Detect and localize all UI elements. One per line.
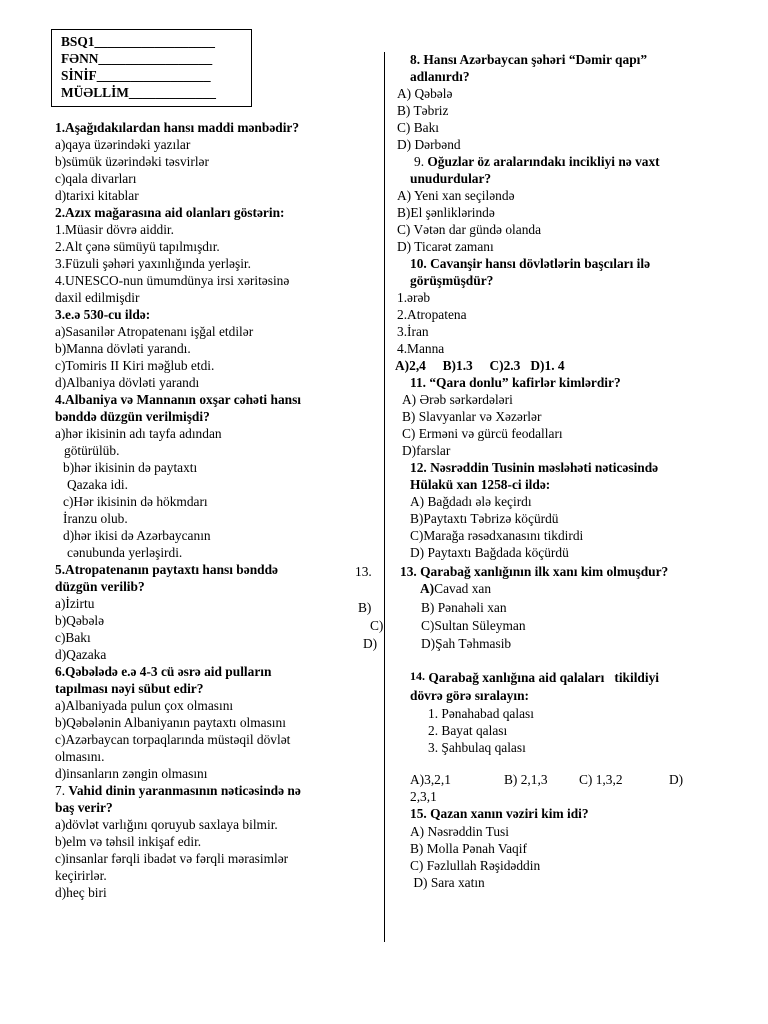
question-13-stray-d: D) bbox=[363, 636, 378, 651]
question-7-option-c[interactable]: c)insanlar fərqli ibadət və fərqli mərasimlər bbox=[55, 851, 289, 866]
question-5-option-c[interactable]: c)Bakı bbox=[55, 630, 91, 645]
question-5-option-b[interactable]: b)Qəbələ bbox=[55, 613, 105, 628]
question-10-option-4[interactable]: 4.Manna bbox=[397, 341, 445, 356]
question-14-title bbox=[410, 670, 659, 687]
question-6-option-c-cont: olmasını. bbox=[55, 749, 105, 764]
question-13-title: 13. Qarabağ xanlığının ilk xanı kim olmuşdur? bbox=[400, 564, 669, 579]
question-2-option-3[interactable]: 3.Füzuli şəhəri yaxınlığında yerləşir. bbox=[55, 256, 251, 271]
question-14-number: 14. bbox=[410, 669, 425, 683]
question-15-number: 15. bbox=[410, 806, 427, 821]
question-4-title: 4.Albaniya və Mannanın oxşar cəhəti hansı bbox=[55, 392, 302, 407]
question-4-title-cont: bənddə düzgün verilmişdi? bbox=[55, 409, 210, 424]
question-13-stray-number: 13. bbox=[355, 564, 372, 579]
question-7-option-b[interactable]: b)elm və təhsil inkişaf edir. bbox=[55, 834, 202, 849]
question-9-option-d[interactable]: D) Ticarət zamanı bbox=[397, 239, 494, 254]
question-4-option-c[interactable]: c)Hər ikisinin də hökmdarı bbox=[63, 494, 208, 509]
question-9-title-text: Oğuzlar öz aralarındakı incikliyi nə vaxt bbox=[427, 154, 660, 169]
question-15-option-d[interactable]: D) Sara xatın bbox=[410, 875, 485, 890]
question-13-option-b[interactable]: B) Pənahəli xan bbox=[421, 600, 507, 615]
question-15-title-text: Qazan xanın vəziri kim idi? bbox=[426, 806, 589, 821]
question-10-title-cont: görüşmüşdür? bbox=[410, 273, 494, 288]
question-2-option-4[interactable]: 4.UNESCO-nun ümumdünya irsi xəritəsinə bbox=[55, 273, 290, 288]
question-9-option-a[interactable]: A) Yeni xan seçiləndə bbox=[397, 188, 515, 203]
question-14-option-b[interactable]: B) 2,1,3 bbox=[504, 772, 548, 787]
question-13-option-c[interactable]: C)Sultan Süleyman bbox=[421, 618, 526, 633]
question-10-title: 10. Cavanşir hansı dövlətlərin başcıları ilə bbox=[410, 256, 651, 271]
question-10-option-2[interactable]: 2.Atropatena bbox=[397, 307, 467, 322]
question-14-option-a[interactable]: A)3,2,1 bbox=[410, 772, 451, 787]
question-1-title: 1.Aşağıdakılardan hansı maddi mənbədir? bbox=[55, 120, 300, 135]
question-11-option-a[interactable]: A) Ərəb sərkərdələri bbox=[402, 392, 513, 407]
question-6-option-a[interactable]: a)Albaniyada pulun çox olmasını bbox=[55, 698, 234, 713]
header-bsq-field[interactable]: BSQ1__________________ bbox=[61, 34, 216, 49]
question-10-answer-choices[interactable]: A)2,4 B)1.3 C)2.3 D)1. 4 bbox=[395, 358, 565, 373]
question-12-option-b[interactable]: B)Paytaxtı Təbrizə köçürdü bbox=[410, 511, 559, 526]
question-1-option-b[interactable]: b)sümük üzərindəki təsvirlər bbox=[55, 154, 209, 169]
header-class-field[interactable]: SİNİF_________________ bbox=[61, 68, 211, 83]
question-1-option-d[interactable]: d)tarixi kitablar bbox=[55, 188, 139, 203]
question-8-option-c[interactable]: C) Bakı bbox=[397, 120, 440, 135]
question-9-option-c[interactable]: C) Vətən dar gündə olanda bbox=[397, 222, 542, 237]
question-6-option-c[interactable]: c)Azərbaycan torpaqlarında müstəqil dövlət bbox=[55, 732, 291, 747]
question-13-stray-b: B) bbox=[358, 600, 372, 615]
question-3-title: 3.e.ə 530-cu ildə: bbox=[55, 307, 151, 322]
question-14-item-3: 3. Şahbulaq qalası bbox=[428, 740, 526, 755]
question-2-option-4-cont: daxil edilmişdir bbox=[55, 290, 140, 305]
question-5-option-d[interactable]: d)Qazaka bbox=[55, 647, 107, 662]
question-14-option-c[interactable]: C) 1,3,2 bbox=[579, 772, 623, 787]
question-11-option-c[interactable]: C) Ermәni və gürcü feodalları bbox=[402, 426, 563, 441]
question-14-item-1: 1. Pənahabad qalası bbox=[428, 706, 534, 721]
question-4-option-c-cont: İranzu olub. bbox=[63, 511, 128, 526]
question-1-option-a[interactable]: a)qaya üzərindəki yazılar bbox=[55, 137, 191, 152]
question-11-option-b[interactable]: B) Slavyanlar və Xəzərlər bbox=[402, 409, 542, 424]
question-7-option-d[interactable]: d)heç biri bbox=[55, 885, 107, 900]
question-8-option-d[interactable]: D) Dərbənd bbox=[397, 137, 461, 152]
question-5-title: 5.Atropatenanın paytaxtı hansı bənddə bbox=[55, 562, 278, 577]
question-13-option-a[interactable] bbox=[420, 581, 491, 598]
question-5-option-a[interactable]: a)İzirtu bbox=[55, 596, 95, 611]
question-9-number: 9. bbox=[414, 154, 428, 169]
question-15-option-a[interactable]: A) Nəsrəddin Tusi bbox=[410, 824, 509, 839]
question-9-title bbox=[414, 154, 660, 171]
question-3-option-b[interactable]: b)Manna dövləti yarandı. bbox=[55, 341, 191, 356]
question-3-option-a[interactable]: a)Sasanilər Atropatenanı işğal etdilər bbox=[55, 324, 254, 339]
question-9-title-cont: unudurdular? bbox=[410, 171, 492, 186]
question-7-title-text: Vahid dinin yaranmasının nəticəsində nə bbox=[68, 783, 301, 798]
question-7-option-c-cont: keçirirlər. bbox=[55, 868, 107, 883]
question-7-title bbox=[55, 783, 301, 800]
question-13-option-d[interactable]: D)Şah Təhmasib bbox=[421, 636, 512, 651]
question-15-title bbox=[410, 806, 589, 823]
header-teacher-field[interactable]: MÜƏLLİM_____________ bbox=[61, 85, 216, 100]
question-15-option-c[interactable]: C) Fəzlullah Rəşidəddin bbox=[410, 858, 541, 873]
question-4-option-a[interactable]: a)hər ikisinin adı tayfa adından bbox=[55, 426, 222, 441]
question-14-title-text: Qarabağ xanlığına aid qalaları tikildiyi bbox=[425, 670, 660, 685]
question-4-option-d[interactable]: d)hər ikisi də Azərbaycanın bbox=[63, 528, 211, 543]
question-8-option-b[interactable]: B) Təbriz bbox=[397, 103, 449, 118]
question-8-title-cont: adlanırdı? bbox=[410, 69, 470, 84]
header-subject-field[interactable]: FƏNN_________________ bbox=[61, 51, 213, 66]
question-12-option-a[interactable]: A) Bağdadı ələ keçirdı bbox=[410, 494, 532, 509]
question-9-option-b[interactable]: B)El şənliklərində bbox=[397, 205, 495, 220]
question-13-option-a-text: Cavad xan bbox=[434, 581, 492, 596]
question-8-option-a[interactable]: A) Qəbələ bbox=[397, 86, 453, 101]
question-12-option-c[interactable]: C)Marağa rəsədxanasını tikdirdi bbox=[410, 528, 584, 543]
question-10-option-3[interactable]: 3.İran bbox=[397, 324, 429, 339]
question-12-option-d[interactable]: D) Paytaxtı Bağdada köçürdü bbox=[410, 545, 569, 560]
question-12-title-cont: Hülakü xan 1258-ci ildə: bbox=[410, 477, 551, 492]
question-6-option-d[interactable]: d)insanların zəngin olmasını bbox=[55, 766, 208, 781]
question-11-title: 11. “Qara donlu” kafirlər kimlərdir? bbox=[410, 375, 621, 390]
question-4-option-b-cont: Qazaka idi. bbox=[67, 477, 128, 492]
question-6-title-cont: tapılması nəyi sübut edir? bbox=[55, 681, 204, 696]
question-5-title-cont: düzgün verilib? bbox=[55, 579, 145, 594]
question-8-title: 8. Hansı Azərbaycan şəhəri “Dəmir qapı” bbox=[410, 52, 648, 67]
question-1-option-c[interactable]: c)qala divarları bbox=[55, 171, 137, 186]
question-7-title-cont: baş verir? bbox=[55, 800, 113, 815]
question-14-item-2: 2. Bayat qalası bbox=[428, 723, 508, 738]
question-7-option-a[interactable]: a)dövlət varlığını qoruyub saxlaya bilmir. bbox=[55, 817, 278, 832]
question-3-option-d[interactable]: d)Albaniya dövləti yarandı bbox=[55, 375, 200, 390]
column-divider bbox=[384, 52, 385, 942]
question-4-option-d-cont: cənubunda yerləşirdi. bbox=[67, 545, 183, 560]
header-box bbox=[51, 29, 252, 107]
question-3-option-c[interactable]: c)Tomiris II Kiri məğlub etdi. bbox=[55, 358, 215, 373]
question-4-option-b[interactable]: b)hər ikisinin də paytaxtı bbox=[63, 460, 198, 475]
question-12-title: 12. Nəsrəddin Tusinin məsləhəti nəticəsində bbox=[410, 460, 659, 475]
question-11-option-d[interactable]: D)farslar bbox=[402, 443, 451, 458]
question-2-option-2[interactable]: 2.Alt çənə sümüyü tapılmışdır. bbox=[55, 239, 220, 254]
question-15-option-b[interactable]: B) Molla Pənah Vaqif bbox=[410, 841, 527, 856]
question-13-stray-c: C) bbox=[370, 618, 384, 633]
question-14-option-d-cont: 2,3,1 bbox=[410, 789, 437, 804]
question-14-option-d[interactable]: D) bbox=[669, 772, 684, 787]
question-7-number: 7. bbox=[55, 783, 69, 798]
question-14-title-cont: dövrə görə sıralayın: bbox=[410, 688, 530, 703]
question-4-option-a-cont: götürülüb. bbox=[64, 443, 120, 458]
question-6-title: 6.Qəbələdə e.ə 4-3 cü əsrə aid pulların bbox=[55, 664, 272, 679]
question-10-option-1[interactable]: 1.ərəb bbox=[397, 290, 431, 305]
question-2-title: 2.Azıx mağarasına aid olanları göstərin: bbox=[55, 205, 285, 220]
question-2-option-1[interactable]: 1.Müasir dövrə aiddir. bbox=[55, 222, 175, 237]
question-6-option-b[interactable]: b)Qəbələnin Albaniyanın paytaxtı olmasını bbox=[55, 715, 286, 730]
question-13-option-a-letter: A) bbox=[420, 581, 435, 596]
